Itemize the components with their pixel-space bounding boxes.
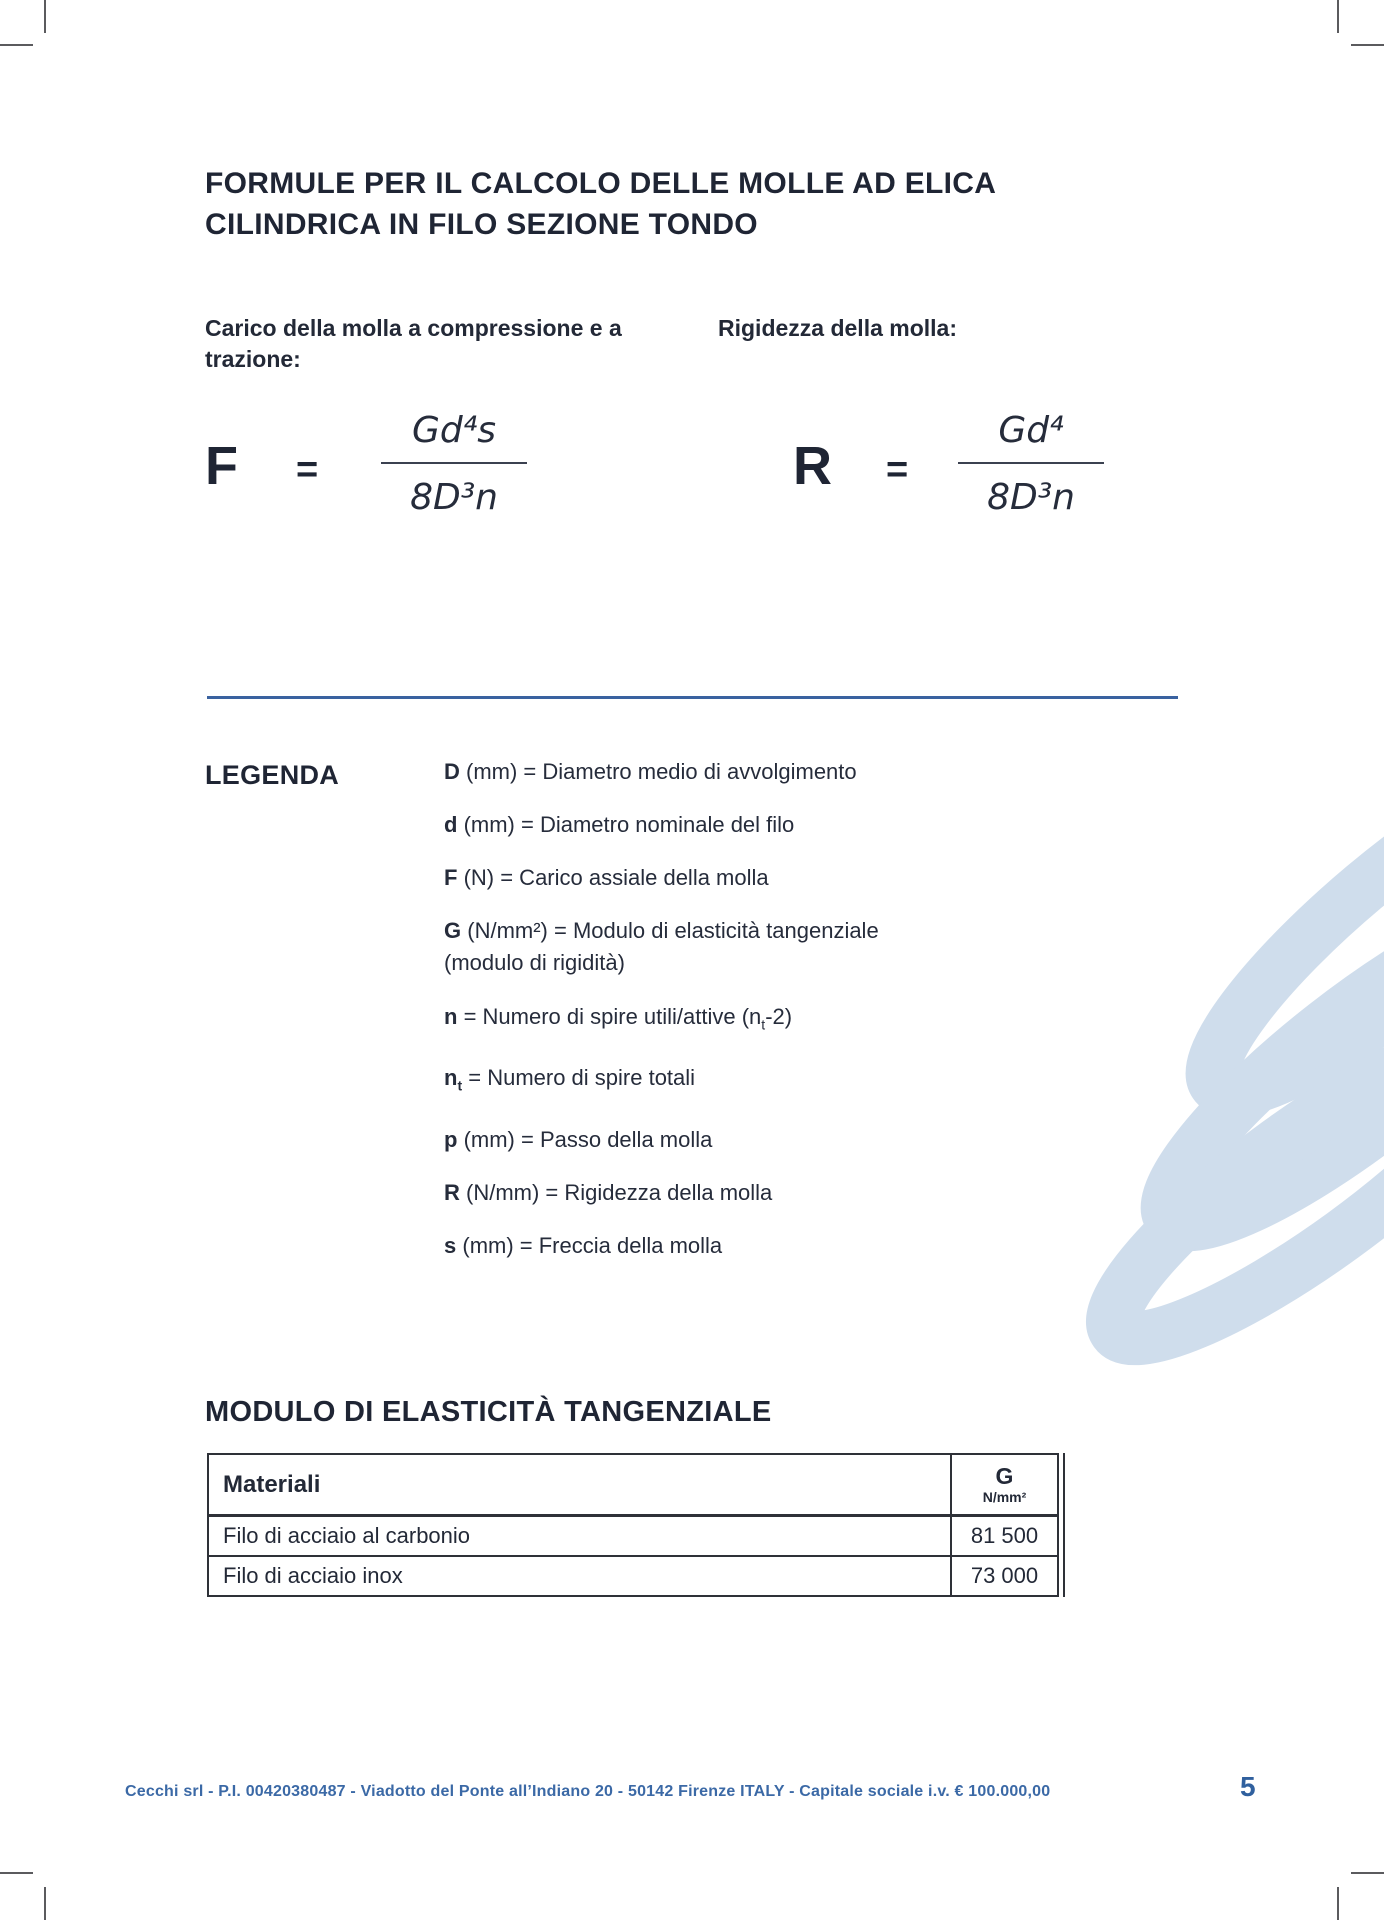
legend-heading: LEGENDA: [205, 760, 340, 790]
crop-mark: [0, 1872, 33, 1874]
crop-mark: [44, 0, 46, 33]
compression-load-label: Carico della molla a compressione e a trazione:: [205, 315, 622, 372]
formula-f-symbol: F: [205, 436, 238, 496]
formula-f-equals: =: [296, 449, 319, 491]
crop-mark: [1351, 1872, 1384, 1874]
legend-item: d (mm) = Diametro nominale del filo: [444, 812, 795, 837]
formula-r-numerator: Gd⁴: [998, 410, 1064, 451]
page-title-line1: FORMULE PER IL CALCOLO DELLE MOLLE AD ELICA: [205, 167, 997, 200]
table-header-g: [950, 1455, 1057, 1517]
legend-list: [444, 757, 1224, 1284]
section-divider: [207, 696, 1178, 699]
table-cell-g-value: 73 000: [950, 1557, 1057, 1595]
legend-item: $n_t$ = Numero di spire totali: [444, 1065, 696, 1094]
shear-modulus-table: [207, 1453, 1059, 1597]
page-title: [205, 163, 996, 245]
legend-item: p (mm) = Passo della molla: [444, 1126, 713, 1152]
legend-item-line2: (modulo di rigidità): [444, 950, 625, 975]
fraction-bar: [381, 462, 527, 464]
table-header-g-symbol: G: [995, 1462, 1014, 1489]
page-number: 5: [1240, 1771, 1256, 1802]
formula-r-denominator: 8D³n: [987, 477, 1075, 518]
table-cell-material: Filo di acciaio al carbonio: [209, 1517, 950, 1557]
legend-item: G (N/mm²) = Modulo di elasticità tangenziale (modulo di rigidità): [444, 916, 1224, 978]
legend-item: D (mm) = Diametro medio di avvolgimento: [444, 759, 857, 784]
footer-company-info: Cecchi srl - P.I. 00420380487 - Viadotto del Ponte all’Indiano 20 - 50142 Firenze ITALY - Capitale sociale i.v. € 100.000,00: [125, 1783, 1051, 1800]
crop-mark: [1351, 44, 1384, 46]
legend-item: s (mm) = Freccia della molla: [444, 1232, 723, 1258]
crop-mark: [0, 44, 33, 46]
formula-f-numerator: Gd⁴s: [412, 410, 496, 451]
formula-r-symbol: R: [793, 436, 832, 496]
table-header-materials: Materiali: [209, 1455, 950, 1517]
stiffness-label: Rigidezza della molla:: [718, 315, 957, 341]
legend-item: F (N) = Carico assiale della molla: [444, 865, 769, 890]
crop-mark: [1337, 1887, 1339, 1920]
table-header-g-unit: N/mm²: [982, 1488, 1027, 1505]
table-cell-g-value: 81 500: [950, 1517, 1057, 1557]
legend-item: n = Numero di spire utili/attive $(n_t-2)$: [444, 1004, 793, 1033]
page-title-line2: CILINDRICA IN FILO SEZIONE TONDO: [205, 208, 758, 241]
table-cell-material: Filo di acciaio inox: [223, 1563, 403, 1588]
crop-mark: [44, 1887, 46, 1920]
formula-r-fraction: [956, 402, 1106, 524]
formula-f-fraction: [379, 402, 529, 524]
shear-modulus-heading: MODULO DI ELASTICITÀ TANGENZIALE: [205, 1396, 772, 1428]
crop-mark: [1337, 0, 1339, 33]
fraction-bar: [958, 462, 1104, 464]
formula-f-denominator: 8D³n: [410, 477, 498, 518]
formula-r-equals: =: [886, 449, 909, 491]
legend-item: R (N/mm) = Rigidezza della molla: [444, 1179, 773, 1205]
